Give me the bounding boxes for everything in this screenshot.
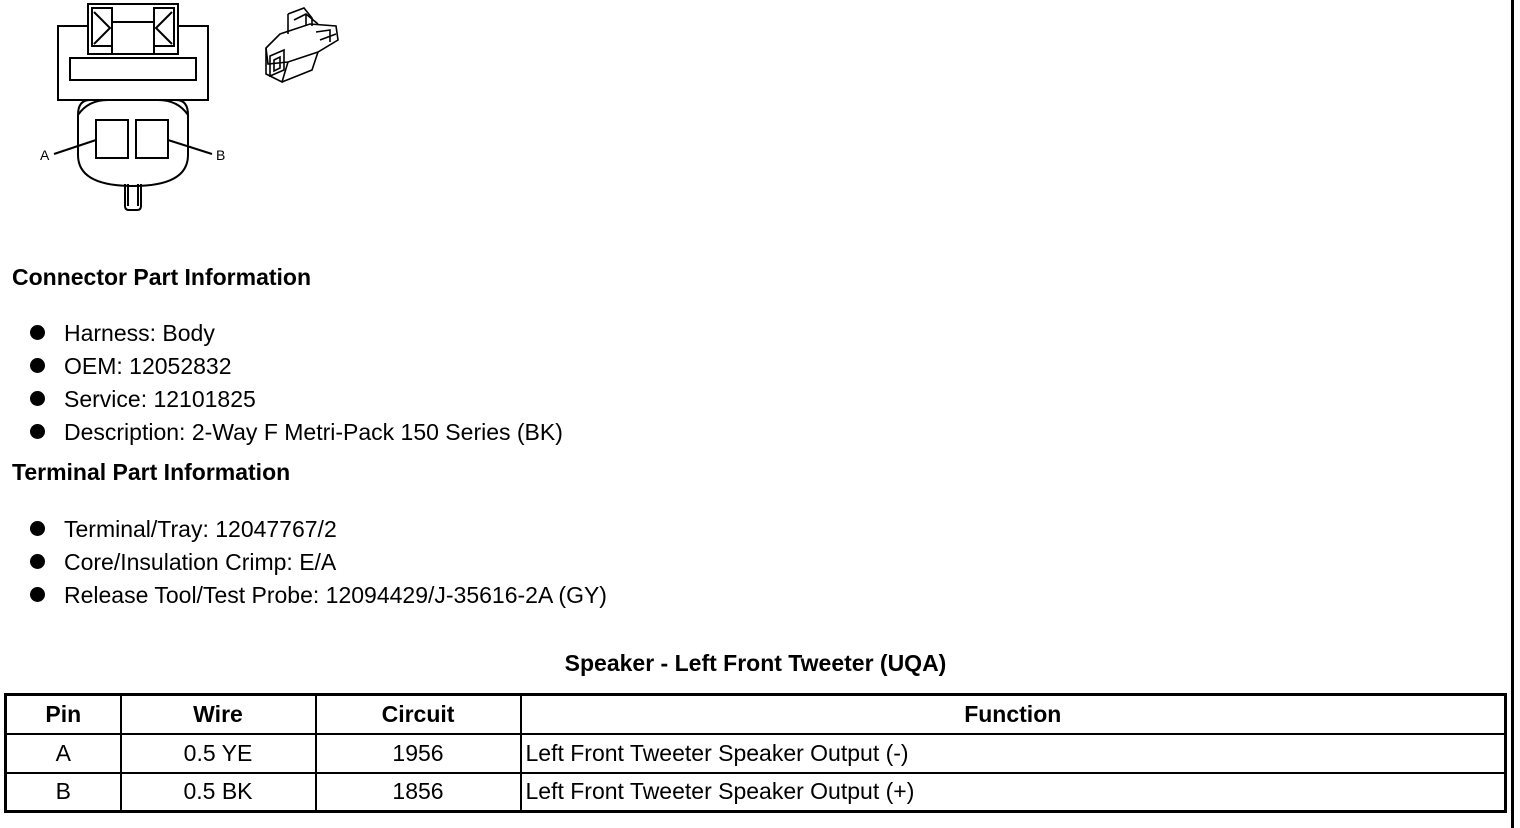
header-pin: Pin xyxy=(6,695,121,734)
page-border-rule xyxy=(1511,0,1514,828)
header-wire: Wire xyxy=(121,695,316,734)
cell-circuit: 1956 xyxy=(316,734,521,773)
pin-a-label: A xyxy=(40,147,50,163)
pin-b-label: B xyxy=(216,147,226,163)
list-item: Terminal/Tray: 12047767/2 xyxy=(28,515,607,548)
cell-wire: 0.5 YE xyxy=(121,734,316,773)
bullet-icon xyxy=(30,358,45,373)
cell-wire: 0.5 BK xyxy=(121,773,316,812)
cell-pin: A xyxy=(6,734,121,773)
bullet-icon xyxy=(30,325,45,340)
bullet-icon xyxy=(30,424,45,439)
bullet-icon xyxy=(30,391,45,406)
bullet-icon xyxy=(30,521,45,536)
terminal-info-title: Terminal Part Information xyxy=(12,459,291,485)
list-item: OEM: 12052832 xyxy=(28,352,563,385)
list-item: Description: 2-Way F Metri-Pack 150 Series (BK) xyxy=(28,418,563,451)
cell-function: Left Front Tweeter Speaker Output (+) xyxy=(521,773,1506,812)
table-header-row xyxy=(6,695,1506,734)
connector-face-diagram xyxy=(28,0,238,216)
cell-pin: B xyxy=(6,773,121,812)
table-row xyxy=(6,734,1506,773)
bullet-icon xyxy=(30,587,45,602)
connector-info-list xyxy=(28,319,563,451)
header-function: Function xyxy=(521,695,1506,734)
connector-info-title: Connector Part Information xyxy=(12,264,312,290)
list-item: Release Tool/Test Probe: 12094429/J-35616-2A (GY) xyxy=(28,581,607,614)
cell-function: Left Front Tweeter Speaker Output (-) xyxy=(521,734,1506,773)
cell-circuit: 1856 xyxy=(316,773,521,812)
list-item: Harness: Body xyxy=(28,319,563,352)
header-circuit: Circuit xyxy=(316,695,521,734)
list-item: Core/Insulation Crimp: E/A xyxy=(28,548,607,581)
list-item: Service: 12101825 xyxy=(28,385,563,418)
connector-isometric-diagram xyxy=(258,4,348,88)
terminal-info-list xyxy=(28,515,607,614)
pin-table-title: Speaker - Left Front Tweeter (UQA) xyxy=(564,650,947,676)
table-row xyxy=(6,773,1506,812)
pin-table xyxy=(4,693,1507,813)
bullet-icon xyxy=(30,554,45,569)
